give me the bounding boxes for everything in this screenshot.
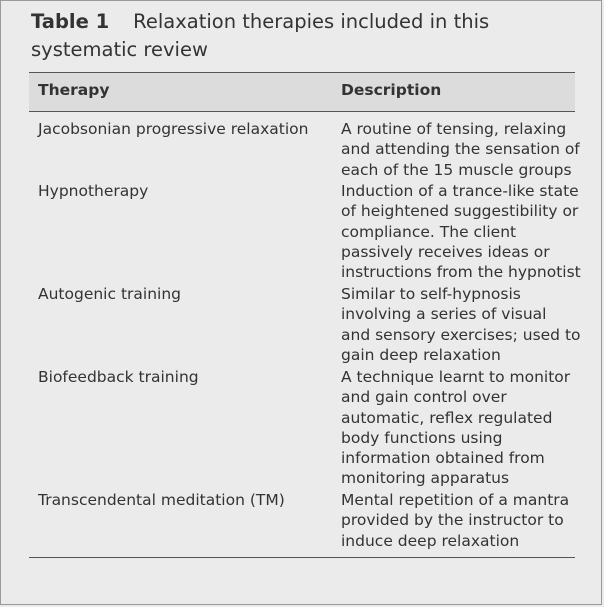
description-line: and sensory exercises; used to [341, 325, 581, 344]
table-caption [31, 8, 591, 64]
caption-line-1 [31, 8, 591, 36]
therapy-name: Hypnotherapy [38, 182, 149, 200]
table-header-rule [29, 111, 575, 112]
description-line: A technique learnt to monitor [341, 368, 571, 386]
therapy-description [341, 490, 581, 551]
description-line: gain deep relaxation [341, 345, 501, 364]
description-line: compliance. The client [341, 222, 517, 241]
description-line: Induction of a trance-like state [341, 182, 579, 200]
table-title-line-1: Relaxation therapies included in this [133, 10, 490, 33]
description-line: of heightened suggestibility or [341, 202, 579, 221]
therapy-name: Autogenic training [38, 285, 181, 303]
table-title-line-2: systematic review [31, 38, 208, 61]
therapy-description [341, 367, 581, 489]
therapy-name: Biofeedback training [38, 368, 199, 386]
therapy-name: Jacobsonian progressive relaxation [38, 120, 309, 138]
column-header-therapy: Therapy [38, 81, 110, 99]
description-line: provided by the instructor to [341, 511, 564, 530]
therapy-name: Transcendental meditation (TM) [38, 491, 285, 509]
description-line: Similar to self-hypnosis [341, 285, 521, 303]
description-line: passively receives ideas or [341, 242, 550, 261]
description-line: information obtained from [341, 449, 545, 468]
description-line: monitoring apparatus [341, 469, 510, 488]
description-line: and attending the sensation of [341, 140, 580, 159]
description-line: A routine of tensing, relaxing [341, 120, 567, 138]
therapy-description [341, 181, 581, 282]
description-line: involving a series of visual [341, 305, 547, 324]
description-line: instructions from the hypnotist [341, 263, 581, 282]
description-line: body functions using [341, 428, 503, 447]
description-line: Mental repetition of a mantra [341, 491, 570, 509]
column-header-description: Description [341, 81, 442, 99]
therapy-description [341, 119, 581, 180]
description-line: each of the 15 muscle groups [341, 160, 572, 179]
table-label: Table 1 [31, 10, 110, 33]
description-line: automatic, reflex regulated [341, 408, 553, 427]
description-line: induce deep relaxation [341, 531, 520, 550]
table-header-band [29, 73, 575, 111]
table-bottom-rule [29, 557, 575, 558]
therapy-description [341, 284, 581, 365]
description-line: and gain control over [341, 388, 507, 407]
